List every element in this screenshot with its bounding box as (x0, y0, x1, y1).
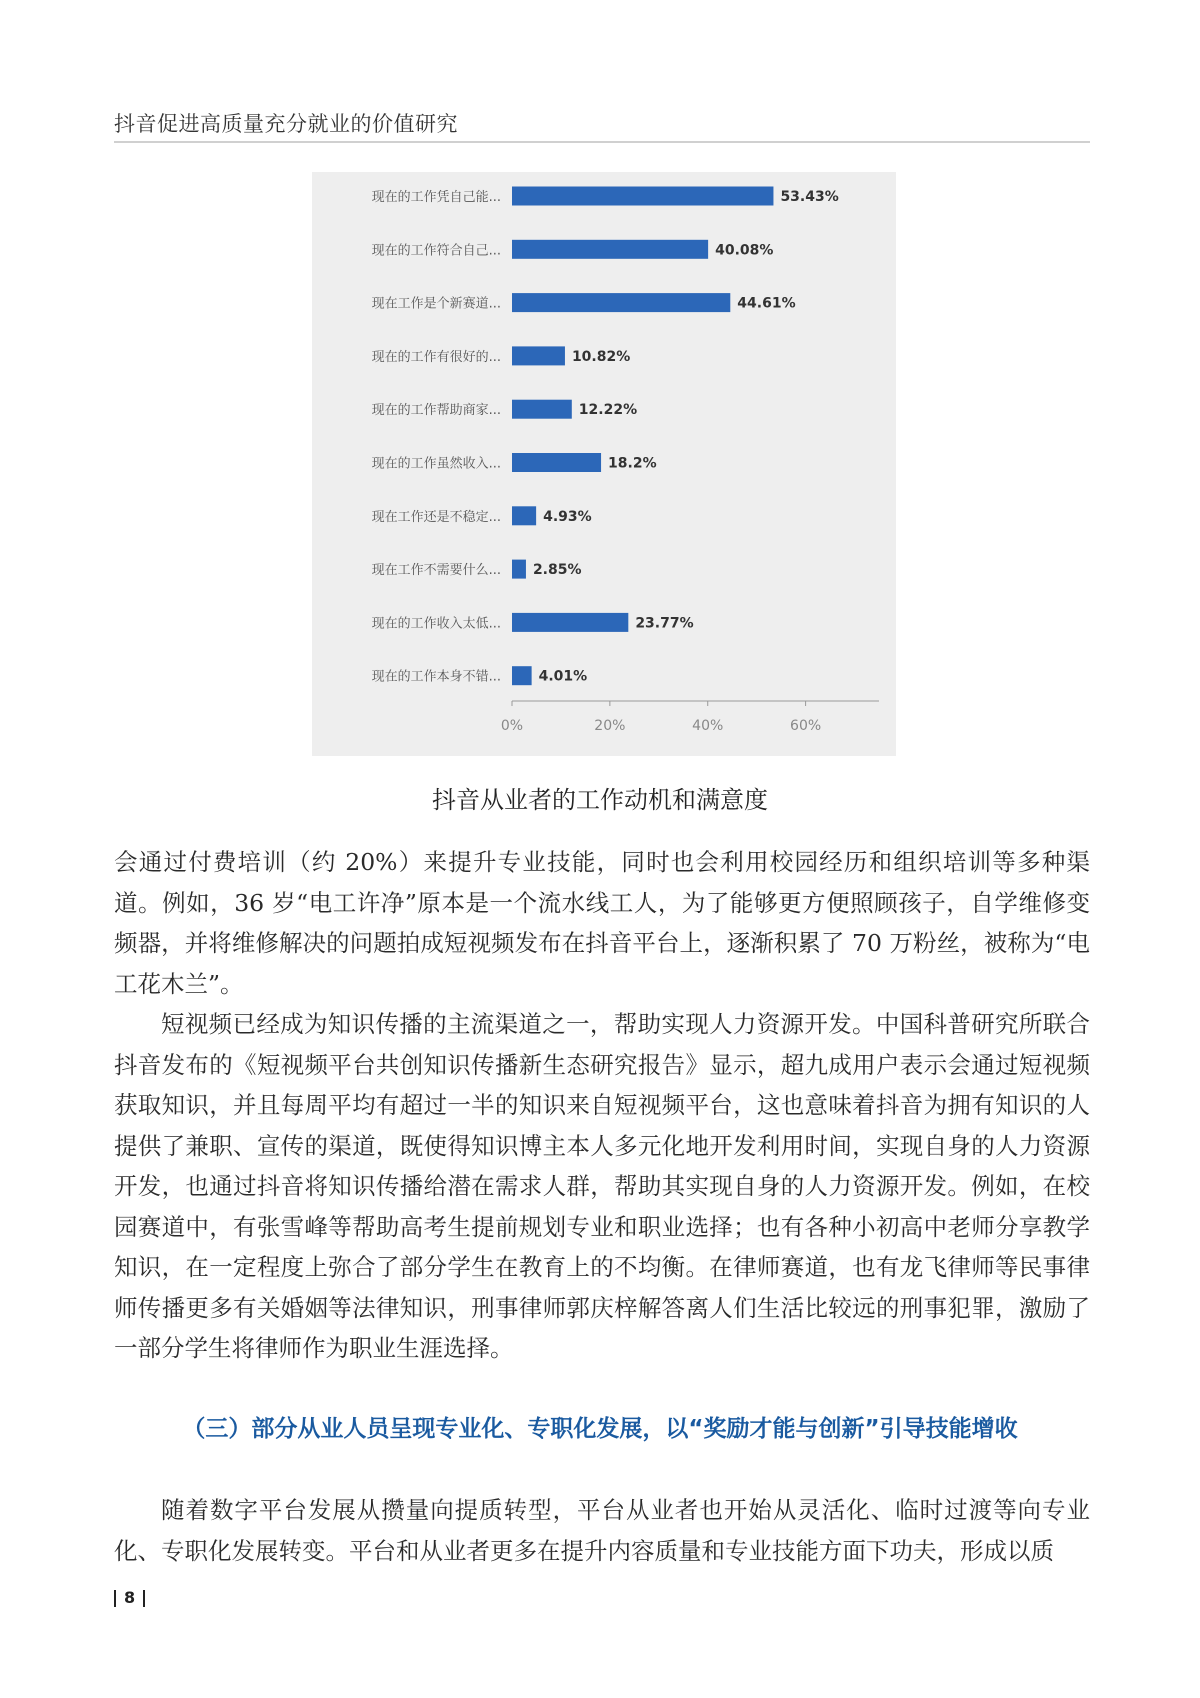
bar (512, 187, 773, 206)
category-label: 现在工作是个新赛道... (371, 296, 501, 312)
running-header: 抖音促进高质量充分就业的价值研究 (114, 112, 458, 136)
category-label: 现在工作还是不稳定... (371, 509, 501, 525)
bar (512, 240, 708, 259)
bar (512, 453, 601, 472)
value-label: 40.08% (715, 242, 774, 259)
category-label: 现在的工作帮助商家... (371, 403, 501, 419)
page-number-bar-right (143, 1590, 145, 1607)
bar-chart-svg (312, 172, 896, 756)
value-label: 12.22% (578, 402, 638, 419)
bar (512, 346, 565, 365)
category-label: 现在的工作本身不错... (371, 669, 501, 685)
bar-chart (312, 172, 896, 756)
x-tick-label: 20% (594, 718, 626, 734)
bar (512, 506, 536, 525)
category-label: 现在的工作符合自己... (371, 243, 501, 259)
paragraph-1: 会通过付费培训（约 20%）来提升专业技能，同时也会利用校园经历和组织培训等多种渠道。例如，36 岁“电工许净”原本是一个流水线工人，为了能够更方便照顾孩子，自学维修变频器，并将维修解决的问题拍成短视频发布在抖音平台上，逐渐积累了 70 万粉丝，被称为“电工花木兰”。 (114, 848, 1090, 998)
x-tick-label: 0% (500, 718, 524, 734)
value-label: 2.85% (532, 562, 582, 579)
paragraph-3: 随着数字平台发展从攒量向提质转型，平台从业者也开始从灵活化、临时过渡等向专业化、专职化发展转变。平台和从业者更多在提升内容质量和专业技能方面下功夫，形成以质 (114, 1496, 1090, 1565)
bar (512, 293, 730, 312)
page-number (114, 1588, 153, 1607)
value-label: 53.43% (780, 189, 839, 205)
category-label: 现在的工作凭自己能... (371, 190, 501, 205)
page-number-value: 8 (124, 1588, 136, 1607)
category-label: 现在的工作有很好的... (371, 349, 501, 365)
x-tick-label: 60% (790, 718, 822, 734)
value-label: 18.2% (608, 455, 657, 472)
value-label: 44.61% (737, 295, 796, 312)
value-label: 4.93% (543, 508, 592, 525)
value-label: 4.01% (538, 668, 588, 685)
x-tick-label: 40% (692, 718, 724, 734)
category-label: 现在的工作收入太低... (371, 616, 501, 632)
value-label: 10.82% (571, 348, 631, 365)
bar (512, 613, 628, 632)
section-heading: （三）部分从业人员呈现专业化、专职化发展，以“奖励才能与创新”引导技能增收 (182, 1416, 1018, 1442)
bar (512, 560, 526, 579)
header-rule (114, 141, 1090, 143)
paragraph-2: 短视频已经成为知识传播的主流渠道之一，帮助实现人力资源开发。中国科普研究所联合抖音发布的《短视频平台共创知识传播新生态研究报告》显示，超九成用户表示会通过短视频获取知识，并且每周平均有超过一半的知识来自短视频平台，这也意味着抖音为拥有知识的人提供了兼职、宣传的渠道，既使得知识博主本人多元化地开发利用时间，实现自身的人力资源开发，也通过抖音将知识传播给潜在需求人群，帮助其实现自身的人力资源开发。例如，在校园赛道中，有张雪峰等帮助高考生提前规划专业和职业选择；也有各种小初高中老师分享教学知识，在一定程度上弥合了部分学生在教育上的不均衡。在律师赛道，也有龙飞律师等民事律师传播更多有关婚姻等法律知识，刑事律师郭庆梓解答离人们生活比较远的刑事犯罪，激励了一部分学生将律师作为职业生涯选择。 (114, 1010, 1090, 1362)
page-number-bar-left (114, 1590, 116, 1607)
figure-caption: 抖音从业者的工作动机和满意度 (432, 786, 768, 814)
value-label: 23.77% (635, 615, 694, 632)
category-label: 现在的工作虽然收入... (371, 456, 501, 472)
bar (512, 666, 532, 685)
category-label: 现在工作不需要什么... (371, 563, 501, 579)
bar (512, 400, 572, 419)
